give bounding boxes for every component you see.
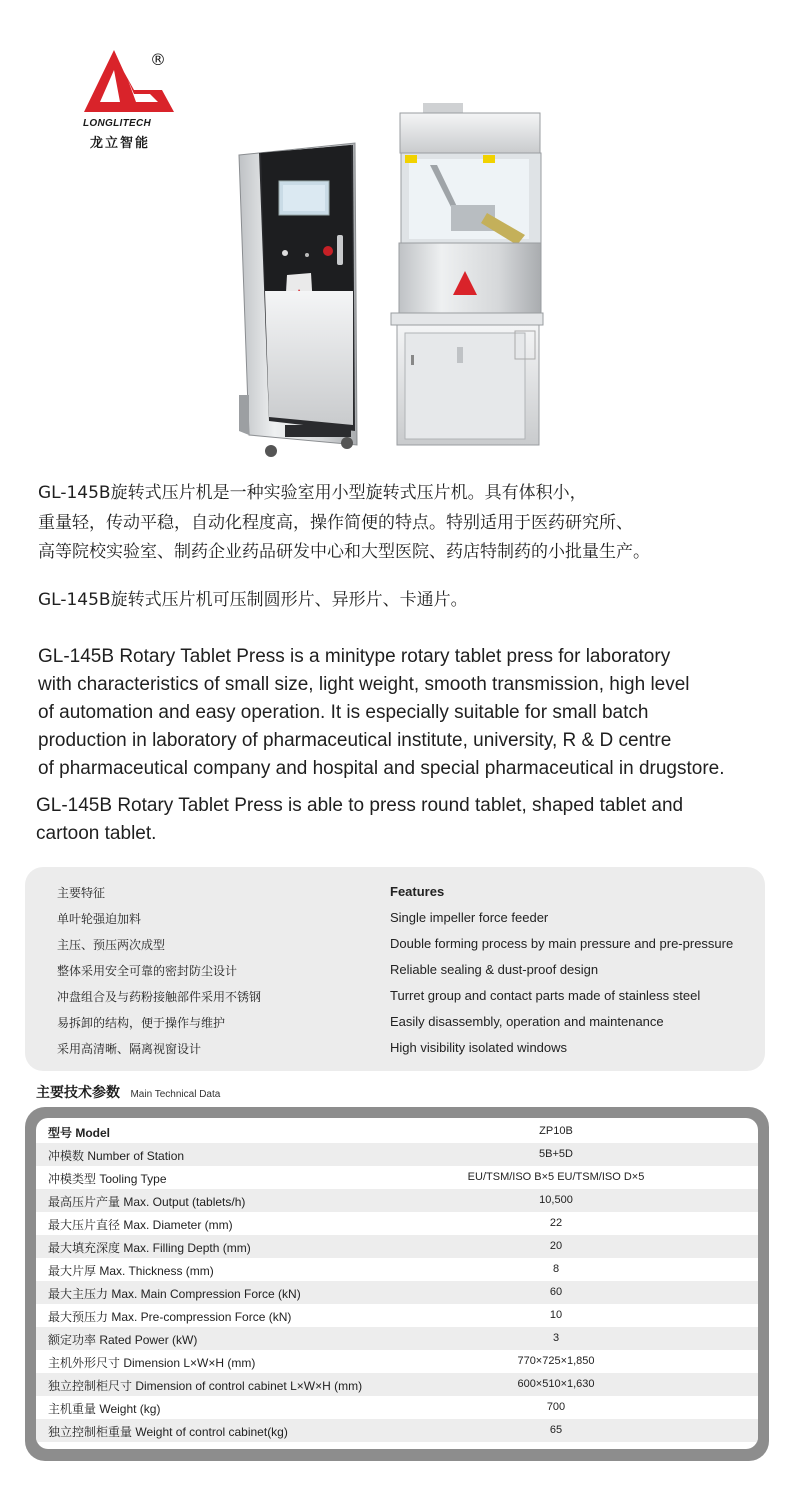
tech-data-table — [25, 1107, 769, 1461]
table-header-row — [36, 1120, 758, 1143]
table-row — [36, 1396, 758, 1419]
table-value: 3 — [552, 1332, 560, 1344]
tablet-press-illustration — [225, 95, 565, 465]
feature-en: Double forming process by main pressure and pre-pressure — [390, 936, 734, 951]
table-value: ZP10B — [539, 1125, 573, 1137]
table-row — [36, 1189, 758, 1212]
table-label: 最大主压力 Max. Main Compression Force (kN) — [48, 1287, 301, 1301]
table-label: 独立控制柜重量 Weight of control cabinet(kg) — [48, 1425, 288, 1439]
table-label: 最大压片直径 Max. Diameter (mm) — [48, 1218, 233, 1232]
table-label: 冲模类型 Tooling Type — [48, 1172, 167, 1186]
table-value: 65 — [549, 1424, 563, 1436]
table-label: 主机重量 Weight (kg) — [48, 1402, 161, 1416]
tech-title-cn: 主要技术参数 — [36, 1085, 120, 1101]
table-value: 10,500 — [539, 1194, 573, 1206]
table-label: 最大填充深度 Max. Filling Depth (mm) — [48, 1241, 251, 1255]
intro-cn-line2: GL-145B旋转式压片机可压制圆形片、异形片、卡通片。 — [38, 590, 468, 610]
table-label: 最高压片产量 Max. Output (tablets/h) — [48, 1195, 246, 1209]
table-row — [36, 1258, 758, 1281]
intro-en-line2 — [36, 792, 756, 848]
table-label: 额定功率 Rated Power (kW) — [48, 1333, 198, 1347]
feature-item — [25, 906, 765, 932]
table-label: 独立控制柜尺寸 Dimension of control cabinet L×W×H (mm) — [48, 1379, 363, 1393]
intro-en-line: cartoon tablet. — [36, 823, 157, 844]
table-value: 8 — [552, 1263, 560, 1275]
table-row — [36, 1373, 758, 1396]
brand-name-cn: 龙立智能 — [90, 136, 151, 151]
features-title-cn: 主要特征 — [57, 886, 106, 900]
feature-item — [25, 958, 765, 984]
intro-cn-line: GL-145B旋转式压片机是一种实验室用小型旋转式压片机。具有体积小， — [38, 483, 587, 503]
intro-en-line: with characteristics of small size, light weight, smooth transmission, high level — [38, 674, 690, 695]
logo-mark-icon — [70, 44, 188, 124]
feature-en: Easily disassembly, operation and maintenance — [390, 1014, 664, 1029]
table-label: 最大片厚 Max. Thickness (mm) — [48, 1264, 214, 1278]
table-value: 770×725×1,850 — [517, 1355, 595, 1367]
feature-cn: 单叶轮强迫加料 — [57, 912, 142, 926]
brand-logo — [70, 44, 188, 154]
table-row — [36, 1350, 758, 1373]
feature-item — [25, 932, 765, 958]
table-row — [36, 1304, 758, 1327]
table-label: 型号 Model — [48, 1126, 110, 1140]
feature-en: Single impeller force feeder — [390, 910, 549, 925]
table-value: 22 — [549, 1217, 563, 1229]
table-value: EU/TSM/ISO B×5 EU/TSM/ISO D×5 — [467, 1171, 645, 1183]
features-panel — [25, 867, 765, 1071]
intro-cn-line: 重量轻，传动平稳，自动化程度高，操作简便的特点。特别适用于医药研究所、 — [38, 512, 633, 533]
intro-cn-paragraph — [38, 479, 758, 568]
intro-en-line: of automation and easy operation. It is especially suitable for small batch — [38, 702, 649, 723]
table-row — [36, 1327, 758, 1350]
feature-item — [25, 1036, 765, 1062]
table-label: 主机外形尺寸 Dimension L×W×H (mm) — [48, 1356, 256, 1370]
table-value: 10 — [549, 1309, 563, 1321]
intro-en-line: GL-145B Rotary Tablet Press is a minitype rotary tablet press for laboratory — [38, 646, 671, 667]
tech-data-title — [36, 1082, 220, 1102]
table-label: 冲模数 Number of Station — [48, 1149, 185, 1163]
feature-cn: 易拆卸的结构，便于操作与维护 — [57, 1016, 226, 1030]
tech-title-en: Main Technical Data — [130, 1089, 221, 1100]
table-value: 5B+5D — [539, 1148, 573, 1160]
table-value: 60 — [549, 1286, 563, 1298]
feature-en: Reliable sealing & dust-proof design — [390, 962, 599, 977]
feature-cn: 冲盘组合及与药粉接触部件采用不锈钢 — [57, 990, 262, 1004]
registered-mark: ® — [150, 50, 166, 69]
feature-cn: 主压、预压两次成型 — [57, 938, 166, 952]
table-value: 700 — [546, 1401, 566, 1413]
intro-en-paragraph — [38, 643, 758, 783]
table-value: 600×510×1,630 — [517, 1378, 595, 1390]
table-row — [36, 1212, 758, 1235]
feature-cn: 整体采用安全可靠的密封防尘设计 — [57, 964, 238, 978]
table-label: 最大预压力 Max. Pre-compression Force (kN) — [48, 1310, 292, 1324]
table-value: 20 — [549, 1240, 563, 1252]
features-header — [25, 880, 765, 906]
intro-en-line: production in laboratory of pharmaceutical institute, university, R & D centre — [38, 730, 672, 751]
feature-en: High visibility isolated windows — [390, 1040, 568, 1055]
table-row — [36, 1419, 758, 1442]
feature-item — [25, 984, 765, 1010]
intro-en-line: GL-145B Rotary Tablet Press is able to press round tablet, shaped tablet and — [36, 795, 684, 816]
table-row — [36, 1166, 758, 1189]
intro-en-line: of pharmaceutical company and hospital and special pharmaceutical in drugstore. — [38, 758, 725, 779]
brand-name-en: LONGLITECH — [83, 118, 151, 129]
feature-en: Turret group and contact parts made of stainless steel — [390, 988, 701, 1003]
table-row — [36, 1143, 758, 1166]
features-title-en: Features — [390, 884, 445, 899]
table-row — [36, 1281, 758, 1304]
feature-item — [25, 1010, 765, 1036]
table-row — [36, 1235, 758, 1258]
feature-cn: 采用高清晰、隔离视窗设计 — [57, 1042, 202, 1056]
tech-table-body — [36, 1118, 758, 1449]
product-image — [225, 95, 565, 465]
intro-cn-line: 高等院校实验室、制药企业药品研发中心和大型医院、药店特制药的小批量生产。 — [38, 542, 650, 562]
